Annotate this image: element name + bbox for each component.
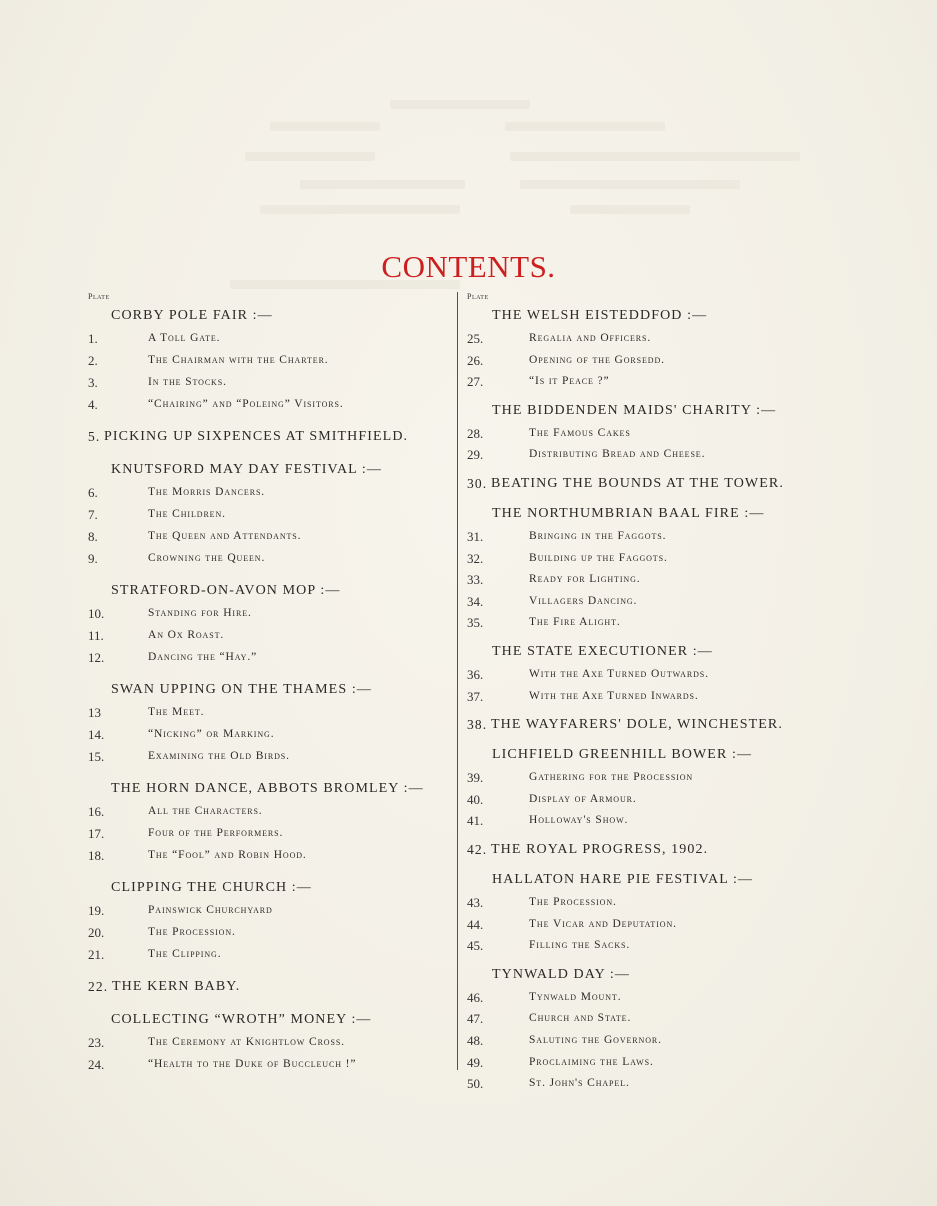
plate-caption: Four of the Performers. [148, 827, 284, 839]
plate-number: 33. [467, 572, 484, 588]
plate-number: 39. [467, 770, 484, 786]
plate-number: 6. [88, 485, 98, 500]
plate-caption: The Procession. [148, 926, 236, 938]
plate-caption: The Children. [148, 508, 226, 520]
plate-caption: Villagers Dancing. [529, 594, 638, 607]
section-heading: STRATFORD-ON-AVON MOP :— [111, 583, 341, 598]
plate-number: 50. [467, 1076, 484, 1092]
plate-caption: St. John's Chapel. [529, 1077, 630, 1090]
plate-number: 46. [467, 989, 484, 1005]
section-heading: CLIPPING THE CHURCH :— [111, 880, 312, 895]
section-heading: THE STATE EXECUTIONER :— [492, 644, 713, 659]
plate-caption: The Morris Dancers. [148, 486, 266, 498]
plate-number: 35. [467, 615, 484, 631]
plate-title: THE ROYAL PROGRESS, 1902. [491, 842, 709, 857]
plate-column-label-right: Plate [467, 292, 489, 301]
plate-number: 36. [467, 667, 484, 682]
section-heading: THE NORTHUMBRIAN BAAL FIRE :— [492, 506, 765, 521]
plate-number: 45. [467, 938, 484, 954]
plate-caption: Painswick Churchyard [148, 904, 273, 916]
plate-caption: Dancing the “Hay.” [148, 651, 258, 663]
section-heading: HALLATON HARE PIE FESTIVAL :— [492, 872, 754, 887]
plate-number: 48. [467, 1033, 484, 1048]
plate-number: 30. [467, 476, 488, 491]
plate-number: 40. [467, 791, 484, 807]
plate-caption: Building up the Faggots. [529, 551, 668, 564]
plate-number: 8. [88, 529, 98, 544]
plate-number: 22. [88, 979, 109, 994]
plate-number: 37. [467, 688, 484, 704]
plate-number: 1. [88, 331, 98, 346]
plate-column-label-left: Plate [88, 292, 110, 301]
section-heading: LICHFIELD GREENHILL BOWER :— [492, 747, 753, 763]
plate-caption: The Fire Alight. [529, 616, 621, 629]
plate-number: 7. [88, 507, 98, 522]
plate-number: 12. [88, 650, 105, 665]
plate-caption: All the Characters. [148, 805, 263, 817]
plate-caption: The Famous Cakes [529, 426, 631, 439]
plate-caption: Holloway's Show. [529, 814, 629, 827]
plate-number: 31. [467, 529, 484, 544]
plate-number: 13 [88, 705, 101, 720]
plate-caption: “Is it Peace ?” [529, 375, 610, 388]
plate-title: PICKING UP SIXPENCES AT SMITHFIELD. [104, 429, 409, 444]
plate-caption: “Chairing” and “Poleing” Visitors. [148, 398, 344, 410]
plate-caption: The Procession. [529, 896, 617, 908]
plate-number: 21. [88, 947, 105, 962]
plate-caption: Standing for Hire. [148, 607, 252, 619]
plate-number: 29. [467, 447, 484, 463]
plate-caption: Gathering for the Procession [529, 771, 694, 784]
plate-caption: Church and State. [529, 1012, 632, 1025]
plate-caption: The Meet. [148, 706, 205, 718]
plate-number: 41. [467, 813, 484, 829]
plate-caption: With the Axe Turned Inwards. [529, 689, 699, 702]
plate-caption: Examining the Old Birds. [148, 750, 290, 762]
plate-caption: “Health to the Duke of Buccleuch !” [148, 1058, 357, 1070]
plate-number: 11. [88, 628, 104, 643]
plate-caption: An Ox Roast. [148, 629, 225, 641]
plate-number: 15. [88, 749, 105, 764]
plate-number: 43. [467, 895, 484, 910]
plate-number: 5. [88, 429, 101, 444]
plate-caption: In the Stocks. [148, 376, 227, 388]
plate-number: 4. [88, 397, 98, 412]
plate-caption: Bringing in the Faggots. [529, 530, 667, 542]
section-heading: THE HORN DANCE, ABBOTS BROMLEY :— [111, 781, 424, 796]
plate-number: 16. [88, 804, 105, 819]
plate-caption: The Queen and Attendants. [148, 530, 302, 542]
plate-number: 34. [467, 593, 484, 609]
plate-number: 23. [88, 1035, 105, 1050]
plate-number: 27. [467, 374, 484, 390]
plate-number: 17. [88, 826, 105, 841]
plate-title: THE KERN BABY. [112, 979, 241, 994]
plate-caption: Distributing Bread and Cheese. [529, 448, 706, 461]
section-heading: COLLECTING “WROTH” MONEY :— [111, 1012, 372, 1027]
plate-caption: A Toll Gate. [148, 332, 221, 344]
column-divider [457, 292, 458, 1070]
plate-caption: The Ceremony at Knightlow Cross. [148, 1036, 345, 1048]
plate-number: 26. [467, 352, 484, 368]
plate-number: 10. [88, 606, 105, 621]
plate-title: BEATING THE BOUNDS AT THE TOWER. [491, 476, 784, 491]
section-heading: TYNWALD DAY :— [492, 966, 631, 982]
plate-number: 19. [88, 903, 105, 918]
plate-caption: Opening of the Gorsedd. [529, 353, 665, 366]
plate-caption: Saluting the Governor. [529, 1034, 662, 1046]
plate-caption: Crowning the Queen. [148, 552, 266, 564]
plate-number: 9. [88, 551, 98, 566]
plate-caption: With the Axe Turned Outwards. [529, 668, 709, 680]
plate-caption: The Chairman with the Charter. [148, 354, 329, 366]
plate-caption: Proclaiming the Laws. [529, 1055, 654, 1068]
plate-number: 3. [88, 375, 98, 390]
plate-number: 44. [467, 916, 484, 932]
plate-number: 14. [88, 727, 105, 742]
plate-caption: The Clipping. [148, 948, 222, 960]
plate-number: 24. [88, 1057, 105, 1072]
plate-caption: The “Fool” and Robin Hood. [148, 849, 307, 861]
plate-caption: Display of Armour. [529, 792, 637, 805]
plate-number: 42. [467, 842, 488, 857]
plate-caption: Ready for Lighting. [529, 573, 641, 586]
section-heading: CORBY POLE FAIR :— [111, 308, 273, 323]
page-title: CONTENTS. [381, 248, 556, 284]
plate-number: 2. [88, 353, 98, 368]
plate-caption: The Vicar and Deputation. [529, 917, 677, 930]
section-heading: KNUTSFORD MAY DAY FESTIVAL :— [111, 462, 382, 477]
plate-number: 32. [467, 550, 484, 566]
plate-number: 18. [88, 848, 105, 863]
section-heading: SWAN UPPING ON THE THAMES :— [111, 682, 372, 697]
section-heading: THE WELSH EISTEDDFOD :— [492, 308, 708, 323]
plate-number: 49. [467, 1054, 484, 1070]
plate-number: 47. [467, 1011, 484, 1027]
plate-caption: Filling the Sacks. [529, 939, 631, 952]
plate-number: 28. [467, 425, 484, 441]
section-heading: THE BIDDENDEN MAIDS' CHARITY :— [492, 402, 777, 418]
plate-caption: “Nicking” or Marking. [148, 728, 275, 740]
plate-caption: Regalia and Officers. [529, 332, 652, 344]
plate-title: THE WAYFARERS' DOLE, WINCHESTER. [491, 717, 783, 733]
plate-number: 20. [88, 925, 105, 940]
plate-caption: Tynwald Mount. [529, 990, 622, 1003]
plate-number: 25. [467, 331, 484, 346]
plate-number: 38. [467, 717, 488, 733]
